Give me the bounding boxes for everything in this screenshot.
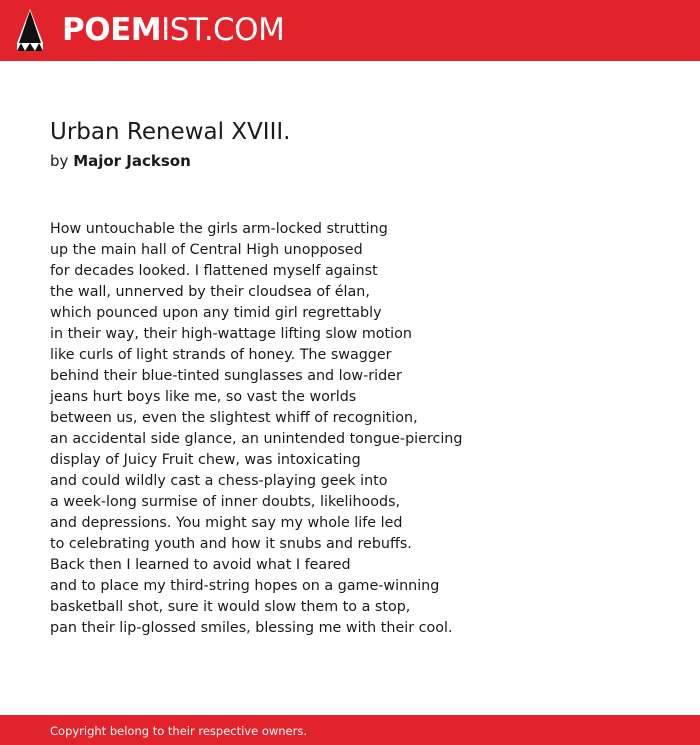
- poem-byline: [50, 150, 670, 172]
- site-footer: [0, 715, 700, 745]
- poem-title: Urban Renewal XVIII.: [50, 119, 291, 145]
- logo-text-thin: IST.COM: [161, 12, 285, 48]
- author-link[interactable]: Major Jackson: [73, 152, 191, 170]
- poem-line: and depressions. You might say my whole life led: [50, 515, 403, 531]
- poem-line: in their way, their high-wattage lifting slow motion: [50, 326, 412, 342]
- poem-line: a week-long surmise of inner doubts, likelihoods,: [50, 494, 401, 510]
- site-header: [0, 0, 700, 61]
- copyright-text: Copyright belong to their respective owners.: [50, 724, 308, 738]
- poem-line: display of Juicy Fruit chew, was intoxicating: [50, 452, 361, 468]
- poem-line: and could wildly cast a chess-playing geek into: [50, 473, 388, 489]
- poem-line: and to place my third-string hopes on a game-winning: [50, 578, 440, 594]
- poem-line: the wall, unnerved by their cloudsea of élan,: [50, 284, 370, 300]
- poem-line: like curls of light strands of honey. The swagger: [50, 347, 392, 363]
- poem-line: between us, even the slightest whiff of recognition,: [50, 410, 418, 426]
- poem-line: an accidental side glance, an unintended tongue-piercing: [50, 431, 463, 447]
- poem-line: which pounced upon any timid girl regrettably: [50, 305, 382, 321]
- pencil-tip-icon: [17, 9, 43, 51]
- poem-line: basketball shot, sure it would slow them to a stop,: [50, 599, 411, 615]
- poem-line: for decades looked. I flattened myself against: [50, 263, 378, 279]
- poem-line: to celebrating youth and how it snubs and rebuffs.: [50, 536, 412, 552]
- poem-line: Back then I learned to avoid what I feared: [50, 557, 351, 573]
- site-logo-link[interactable]: [62, 11, 284, 49]
- poem-header: [50, 116, 670, 172]
- logo-text-bold: POEM: [62, 12, 162, 48]
- poem-line: How untouchable the girls arm-locked strutting: [50, 221, 388, 237]
- by-label: by: [50, 152, 69, 170]
- poem-body: [50, 219, 670, 639]
- poem-line: pan their lip-glossed smiles, blessing me with their cool.: [50, 620, 453, 636]
- poem-line: jeans hurt boys like me, so vast the worlds: [50, 389, 357, 405]
- poem-line: up the main hall of Central High unopposed: [50, 242, 363, 258]
- poem-line: behind their blue-tinted sunglasses and low-rider: [50, 368, 402, 384]
